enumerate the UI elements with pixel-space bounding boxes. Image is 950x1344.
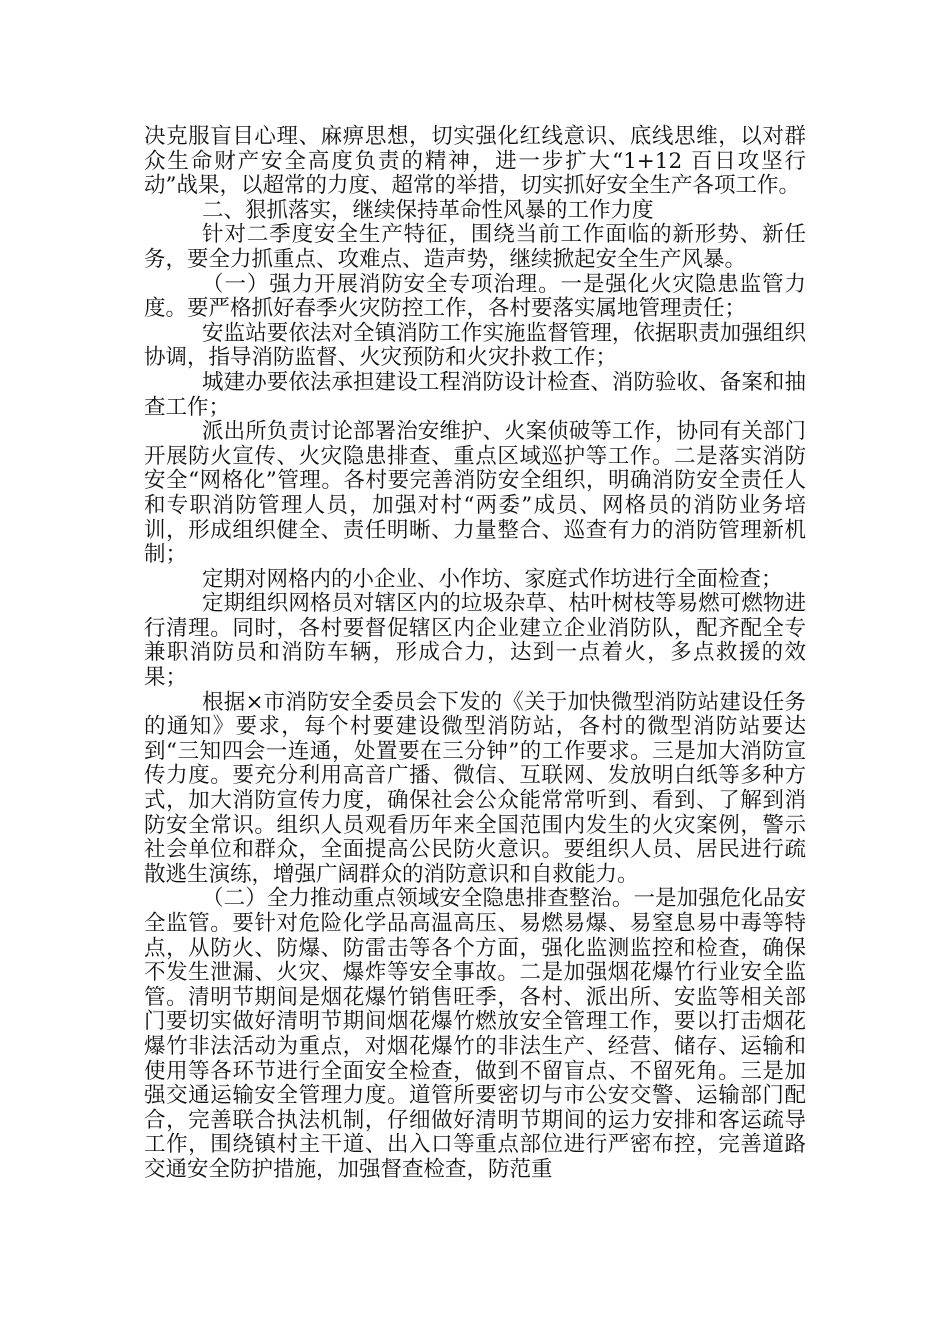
paragraph: 针对二季度安全生产特征，围绕当前工作面临的新形势、新任务，要全力抓重点、攻难点、造声势，继续掀起安全生产风暴。: [144, 222, 806, 272]
section-heading: 二、狠抓落实，继续保持革命性风暴的工作力度: [202, 197, 654, 223]
paragraph: 派出所负责讨论部署治安维护、火案侦破等工作，协同有关部门开展防火宣传、火灾隐患排查、重点区域巡护等工作。二是落实消防安全“网格化”管理。各村要完善消防安全组织，明确消防安全责任人和专职消防管理人员，加强对村“两委”成员、网格员的消防业务培训，形成组织健全、责任明晰、力量整合、巡查有力的消防管理新机制；: [144, 419, 806, 568]
paragraph: （一）强力开展消防安全专项治理。一是强化火灾隐患监管力度。要严格抓好春季火灾防控工作，各村要落实属地管理责任；: [144, 271, 806, 322]
paragraph: （二）全力推动重点领域安全隐患排查整治。一是加强危化品安全监管。要针对危险化学品高温高压、易燃易爆、易窒息易中毒等特点，从防火、防爆、防雷击等各个方面，强化监测监控和检查，确保不发生泄漏、火灾、爆炸等安全事故。二是加强烟花爆竹行业安全监管。清明节期间是烟花爆竹销售旺季，各村、派出所、安监等相关部门要切实做好清明节期间烟花爆竹燃放安全管理工作，要以打击烟花爆竹非法活动为重点，对烟花爆竹的非法生产、经营、储存、运输和使用等各环节进行全面安全检查，做到不留盲点、不留死角。三是加强交通运输安全管理力度。道管所要密切与市公安交警、运输部门配合，完善联合执法机制，仔细做好清明节期间的运力安排和客运疏导工作，围绕镇村主干道、出入口等重点部位进行严密布控，完善道路交通安全防护措施，加强督查检查，防范重: [144, 886, 806, 1182]
paragraph: 定期对网格内的小企业、小作坊、家庭式作坊进行全面检查；: [202, 566, 783, 592]
paragraph: 根据×市消防安全委员会下发的《关于加快微型消防站建设任务的通知》要求，每个村要建设微型消防站，各村的微型消防站要达到“三知四会一连通，处置要在三分钟”的工作要求。三是加大消防宣传力度。要充分利用高音广播、微信、互联网、发放明白纸等多种方式，加大消防宣传力度，确保社会公众能常常听到、看到、了解到消防安全常识。组织人员观看历年来全国范围内发生的火灾案例，警示社会单位和群众，全面提高公民防火意识。要组织人员、居民进行疏散逃生演练，增强广阔群众的消防意识和自救能力。: [144, 689, 806, 887]
document-page: [144, 125, 806, 1183]
paragraph: 定期组织网格员对辖区内的垃圾杂草、枯叶树枝等易燃可燃物进行清理。同时，各村要督促辖区内企业建立企业消防队，配齐配全专兼职消防员和消防车辆，形成合力，达到一点着火，多点救援的效果；: [144, 591, 806, 691]
paragraph: 决克服盲目心理、麻痹思想，切实强化红线意识、底线思维，以对群众生命财产安全高度负责的精神，进一步扩大“1+12 百日攻坚行动”战果，以超常的力度、超常的举措，切实抓好安全生产各项工作。: [144, 124, 806, 199]
paragraph: 安监站要依法对全镇消防工作实施监督管理，依据职责加强组织协调，指导消防监督、火灾预防和火灾扑救工作；: [144, 320, 806, 371]
paragraph: 城建办要依法承担建设工程消防设计检查、消防验收、备案和抽查工作；: [144, 369, 806, 420]
